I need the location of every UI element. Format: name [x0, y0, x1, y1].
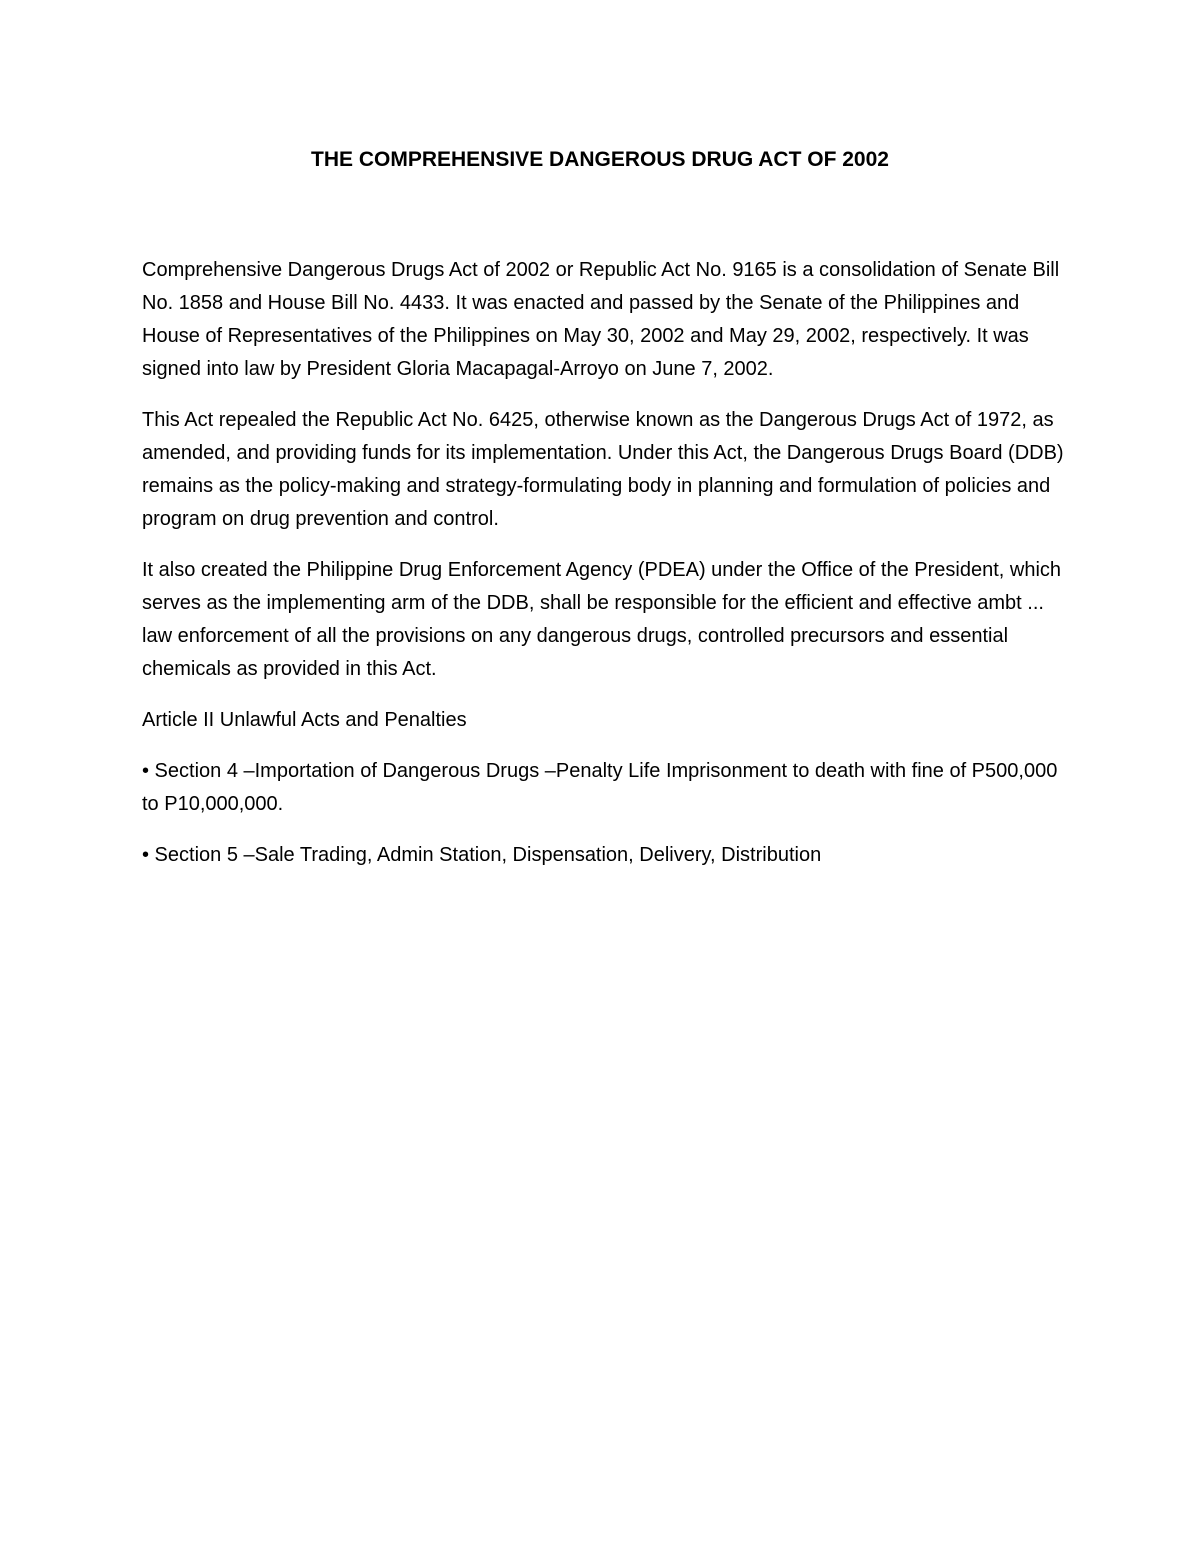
paragraph-repeal: This Act repealed the Republic Act No. 6425, otherwise known as the Dangerous Drugs Act of 1972, as amended, and providing funds for its implementation. Under this Act, the Dangerous Drugs Board (DDB) remains as the policy-making and strategy-formulating body in planning and formulation of policies and program on drug prevention and control.: [142, 409, 1064, 530]
document-body: [142, 254, 1072, 890]
paragraph-pdea: It also created the Philippine Drug Enforcement Agency (PDEA) under the Office of the President, which serves as the implementing arm of the DDB, shall be responsible for the efficient and effective ambt ... law enforcement of all the provisions on any dangerous drugs, controlled precursors and essential chemicals as provided in this Act.: [142, 559, 1062, 680]
paragraph-intro: Comprehensive Dangerous Drugs Act of 2002 or Republic Act No. 9165 is a consolidation of Senate Bill No. 1858 and House Bill No. 4433. It was enacted and passed by the Senate of the Philippines and House of Representatives of the Philippines on May 30, 2002 and May 29, 2002, respectively. It was signed into law by President Gloria Macapagal-Arroyo on June 7, 2002.: [142, 259, 1060, 380]
list-item-section-5: • Section 5 –Sale Trading, Admin Station, Dispensation, Delivery, Distribution: [142, 844, 822, 866]
document-title: THE COMPREHENSIVE DANGEROUS DRUG ACT OF 2002: [311, 148, 889, 171]
list-item-section-4: • Section 4 –Importation of Dangerous Drugs –Penalty Life Imprisonment to death with fine of P500,000 to P10,000,000.: [142, 760, 1058, 815]
article-heading: Article II Unlawful Acts and Penalties: [142, 709, 467, 731]
